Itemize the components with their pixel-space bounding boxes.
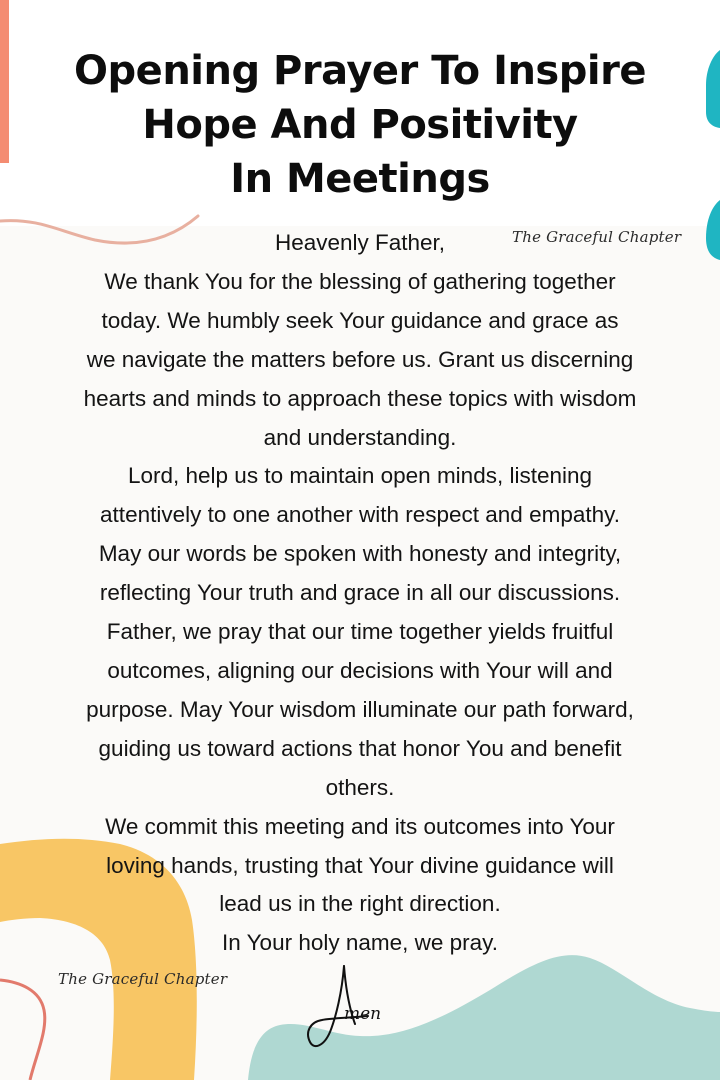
teal-blob-bottom-decoration (706, 200, 720, 260)
prayer-line: outcomes, aligning our decisions with Your will and (107, 657, 613, 683)
prayer-line: we navigate the matters before us. Grant us discerning (86, 346, 634, 372)
prayer-line: We thank You for the blessing of gathering together (104, 268, 616, 294)
prayer-line: hearts and minds to approach these topics with wisdom (83, 385, 637, 411)
prayer-line: attentively to one another with respect and empathy. (100, 502, 620, 528)
prayer-line: In Your holy name, we pray. (222, 930, 498, 956)
prayer-line: guiding us toward actions that honor You and benefit (98, 735, 622, 761)
page-title (0, 44, 720, 206)
prayer-line: others. (325, 774, 395, 800)
prayer-line: We commit this meeting and its outcomes into Your (105, 813, 615, 839)
watermark-bottom: The Graceful Chapter (58, 970, 228, 988)
prayer-line: reflecting Your truth and grace in all our discussions. (99, 580, 621, 606)
prayer-line: today. We humbly seek Your guidance and grace as (101, 307, 619, 333)
title-line: In Meetings (230, 156, 490, 202)
prayer-line: lead us in the right direction. (219, 891, 501, 917)
prayer-text (30, 224, 690, 963)
prayer-line: Father, we pray that our time together yields fruitful (106, 619, 614, 645)
prayer-line: purpose. May Your wisdom illuminate our path forward, (86, 696, 634, 722)
prayer-line: May our words be spoken with honesty and integrity, (98, 541, 622, 567)
amen-signature-text: men (344, 1004, 382, 1024)
prayer-line: and understanding. (263, 424, 457, 450)
title-line: Opening Prayer To Inspire (74, 48, 646, 94)
prayer-line: Heavenly Father, (274, 230, 446, 255)
red-curve-decoration (0, 980, 45, 1080)
title-line: Hope And Positivity (142, 102, 578, 148)
prayer-line: Lord, help us to maintain open minds, listening (127, 463, 593, 489)
watermark-top: The Graceful Chapter (512, 228, 682, 246)
prayer-line: loving hands, trusting that Your divine guidance will (106, 852, 614, 878)
